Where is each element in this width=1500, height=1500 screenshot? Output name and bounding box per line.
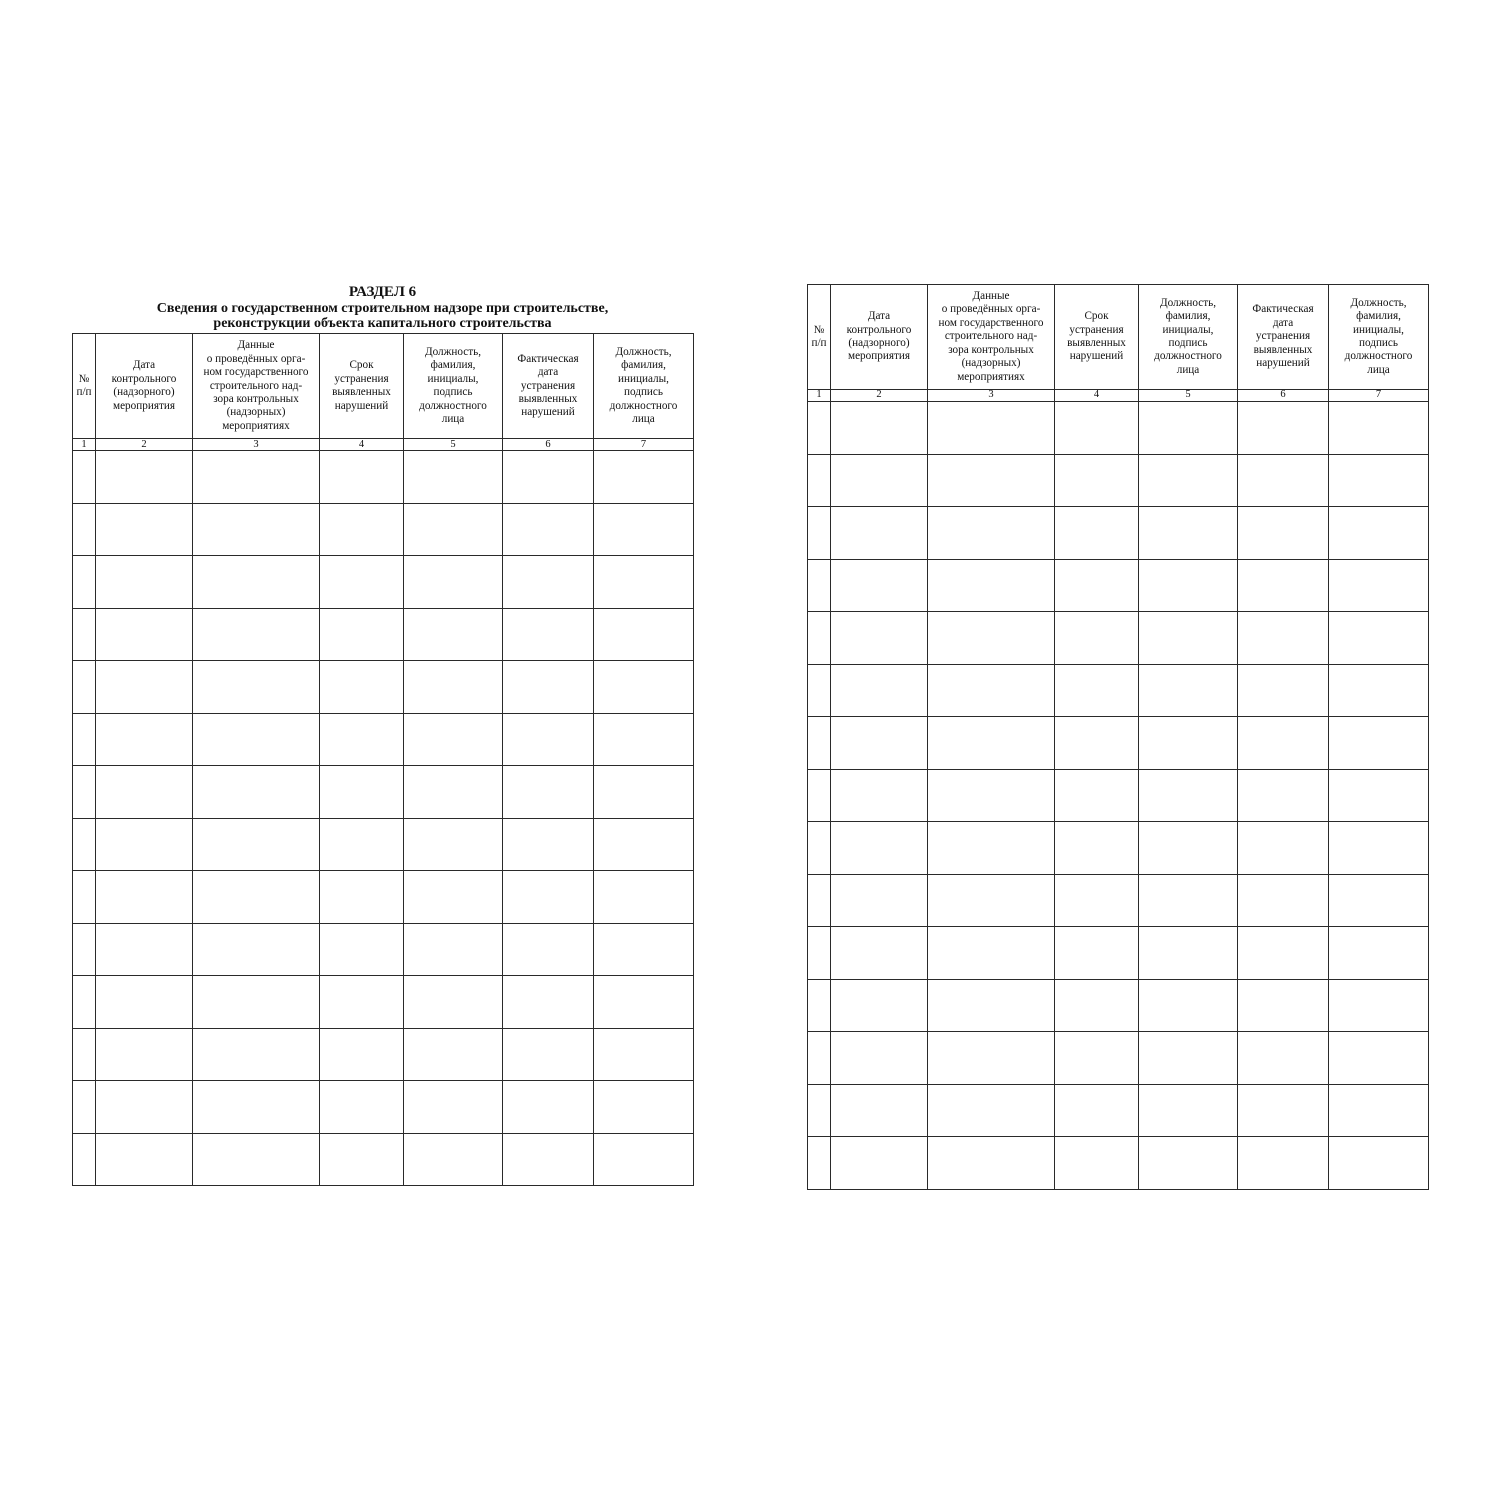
table-row [73,661,694,714]
table-cell [320,1028,404,1081]
table-cell [594,608,694,661]
table-row [73,713,694,766]
table-cell [73,1028,96,1081]
table-cell [193,923,320,976]
table-cell [503,556,594,609]
table-cell [1329,717,1429,770]
header-actual-date: Фактическая дата устранения выявленных нарушений [503,334,594,439]
table-cell [503,1028,594,1081]
table-cell [1329,559,1429,612]
table-cell [928,874,1055,927]
table-cell [404,503,503,556]
table-cell [831,822,928,875]
table-cell [594,871,694,924]
table-cell [808,507,831,560]
table-cell [73,503,96,556]
table-cell [404,661,503,714]
table-row [808,1137,1429,1190]
table-cell [73,1133,96,1186]
table-cell [1238,822,1329,875]
table-row [808,874,1429,927]
table-cell [1055,402,1139,455]
table-cell [1055,1084,1139,1137]
table-cell [193,713,320,766]
table-cell [96,1028,193,1081]
table-cell [320,1081,404,1134]
section-title-line-2: реконструкции объекта капитального строительства [213,315,552,331]
table-cell [808,979,831,1032]
table-cell [1238,454,1329,507]
table-row [808,402,1429,455]
table-cell [96,871,193,924]
table-cell [1055,1032,1139,1085]
table-cell [73,713,96,766]
table-cell [808,769,831,822]
table-cell [1139,402,1238,455]
table-cell [503,661,594,714]
table-cell [73,766,96,819]
table-cell [1055,769,1139,822]
table-cell [928,559,1055,612]
table-cell [193,451,320,504]
table-cell [320,661,404,714]
table-cell [928,454,1055,507]
header-official: Должность, фамилия, инициалы, подпись должностного лица [1139,285,1238,390]
table-cell [320,923,404,976]
table-cell [404,713,503,766]
table-cell [1238,664,1329,717]
table-cell [96,451,193,504]
header-data: Данные о проведённых орга- ном государственного строительного над- зора контрольных (надзорных) мероприятиях [193,334,320,439]
table-cell [320,976,404,1029]
table-cell [1055,507,1139,560]
header-deadline: Срок устранения выявленных нарушений [320,334,404,439]
table-body [73,439,694,1186]
table-cell [503,1081,594,1134]
table-cell [73,923,96,976]
table-row [808,664,1429,717]
table-cell [594,1028,694,1081]
table-cell [503,451,594,504]
table-cell [808,402,831,455]
table-cell [1055,454,1139,507]
header-official-2: Должность, фамилия, инициалы, подпись должностного лица [1329,285,1429,390]
table-cell [594,556,694,609]
table-cell [320,556,404,609]
header-date: Дата контрольного (надзорного) мероприятия [96,334,193,439]
header-actual-date: Фактическая дата устранения выявленных нарушений [1238,285,1329,390]
table-cell [808,822,831,875]
table-cell [808,559,831,612]
table-cell [928,1032,1055,1085]
table-cell [1139,1032,1238,1085]
table-cell [193,1133,320,1186]
header-deadline: Срок устранения выявленных нарушений [1055,285,1139,390]
table-cell [831,979,928,1032]
table-cell [808,927,831,980]
table-cell [808,1032,831,1085]
table-cell [1329,927,1429,980]
column-number: 4 [1055,390,1139,402]
table-cell [73,556,96,609]
table-cell [404,1081,503,1134]
table-cell [1329,1032,1429,1085]
table-cell [1139,822,1238,875]
table-header-row [73,334,694,439]
table-cell [928,664,1055,717]
section-heading [72,284,693,331]
table-cell [1238,1137,1329,1190]
table-cell [404,871,503,924]
table-row [73,608,694,661]
table-cell [594,923,694,976]
table-cell [808,454,831,507]
table-cell [1055,1137,1139,1190]
table-cell [928,1137,1055,1190]
table-cell [928,822,1055,875]
table-row [73,923,694,976]
column-number: 3 [193,439,320,451]
table-cell [1329,769,1429,822]
header-official-2: Должность, фамилия, инициалы, подпись должностного лица [594,334,694,439]
table-cell [1329,822,1429,875]
table-cell [320,608,404,661]
table-cell [1139,769,1238,822]
column-number: 6 [1238,390,1329,402]
column-number: 6 [503,439,594,451]
inspection-table-right [807,284,1429,1190]
table-cell [928,612,1055,665]
table-cell [928,927,1055,980]
table-cell [808,1137,831,1190]
table-cell [594,766,694,819]
table-cell [928,769,1055,822]
table-cell [928,979,1055,1032]
table-cell [831,664,928,717]
section-number: РАЗДЕЛ 6 [348,284,417,300]
table-cell [404,976,503,1029]
table-cell [1055,559,1139,612]
table-cell [503,923,594,976]
table-cell [193,661,320,714]
table-cell [1139,717,1238,770]
table-cell [96,503,193,556]
table-cell [831,927,928,980]
table-cell [503,713,594,766]
table-cell [404,1028,503,1081]
table-row [808,717,1429,770]
table-cell [831,559,928,612]
table-row [73,976,694,1029]
table-cell [1139,1084,1238,1137]
table-cell [96,608,193,661]
table-cell [1238,402,1329,455]
table-cell [193,976,320,1029]
table-cell [1238,717,1329,770]
table-cell [831,874,928,927]
table-cell [808,1084,831,1137]
table-row [808,507,1429,560]
table-cell [1238,1084,1329,1137]
table-cell [73,608,96,661]
table-cell [96,713,193,766]
table-cell [831,402,928,455]
table-cell [96,661,193,714]
table-cell [831,769,928,822]
table-cell [96,1133,193,1186]
column-number: 2 [96,439,193,451]
table-cell [1139,507,1238,560]
table-cell [1329,1137,1429,1190]
column-number-row [808,390,1429,402]
table-cell [96,766,193,819]
table-cell [503,608,594,661]
section-title-line-1: Сведения о государственном строительном надзоре при строительстве, [156,300,609,316]
table-row [808,979,1429,1032]
table-cell [831,507,928,560]
table-row [73,766,694,819]
table-cell [1329,454,1429,507]
table-row [808,1032,1429,1085]
table-cell [1238,769,1329,822]
table-header-row [808,285,1429,390]
table-row [73,1081,694,1134]
table-cell [73,818,96,871]
table-cell [320,818,404,871]
header-date: Дата контрольного (надзорного) мероприятия [831,285,928,390]
table-cell [1329,507,1429,560]
table-cell [1329,664,1429,717]
table-cell [808,717,831,770]
table-cell [831,1084,928,1137]
table-cell [193,1028,320,1081]
table-cell [320,713,404,766]
column-number: 7 [594,439,694,451]
table-cell [1329,979,1429,1032]
table-cell [1329,874,1429,927]
table-cell [73,976,96,1029]
table-row [73,818,694,871]
table-cell [404,766,503,819]
header-official: Должность, фамилия, инициалы, подпись должностного лица [404,334,503,439]
table-cell [404,451,503,504]
column-number-row [73,439,694,451]
table-cell [928,507,1055,560]
column-number: 5 [404,439,503,451]
table-cell [73,1081,96,1134]
table-cell [1139,664,1238,717]
table-cell [1238,559,1329,612]
table-row [808,822,1429,875]
table-cell [594,503,694,556]
table-row [808,1084,1429,1137]
table-cell [193,556,320,609]
table-cell [1329,1084,1429,1137]
column-number: 7 [1329,390,1429,402]
table-cell [193,1081,320,1134]
table-cell [1238,507,1329,560]
table-cell [503,871,594,924]
table-cell [320,1133,404,1186]
table-row [808,454,1429,507]
table-cell [96,556,193,609]
table-cell [503,976,594,1029]
table-cell [96,1081,193,1134]
table-cell [1238,979,1329,1032]
table-cell [1139,1137,1238,1190]
table-row [73,1028,694,1081]
table-cell [1055,612,1139,665]
table-cell [831,717,928,770]
header-number: № п/п [73,334,96,439]
table-cell [831,1137,928,1190]
right-page [807,284,1428,1190]
table-cell [320,871,404,924]
table-cell [594,661,694,714]
table-cell [1139,454,1238,507]
table-row [808,559,1429,612]
table-cell [404,1133,503,1186]
table-cell [73,451,96,504]
table-cell [96,976,193,1029]
table-cell [594,818,694,871]
table-cell [193,818,320,871]
column-number: 2 [831,390,928,402]
table-cell [594,976,694,1029]
table-cell [503,503,594,556]
table-row [73,871,694,924]
table-cell [1055,822,1139,875]
table-cell [1139,927,1238,980]
table-cell [193,766,320,819]
column-number: 4 [320,439,404,451]
inspection-table-left [72,333,694,1186]
table-cell [404,923,503,976]
table-cell [928,1084,1055,1137]
table-cell [594,1081,694,1134]
column-number: 1 [808,390,831,402]
table-cell [1139,874,1238,927]
table-row [73,451,694,504]
table-cell [503,766,594,819]
table-cell [831,1032,928,1085]
column-number: 5 [1139,390,1238,402]
table-row [808,612,1429,665]
table-cell [1139,559,1238,612]
table-cell [808,664,831,717]
table-cell [1329,402,1429,455]
table-cell [1139,612,1238,665]
table-cell [503,818,594,871]
table-cell [1238,1032,1329,1085]
header-data: Данные о проведённых орга- ном государственного строительного над- зора контрольных (надзорных) мероприятиях [928,285,1055,390]
table-row [73,503,694,556]
table-cell [1238,874,1329,927]
table-cell [928,402,1055,455]
table-cell [808,874,831,927]
table-cell [831,454,928,507]
table-cell [73,661,96,714]
table-cell [320,451,404,504]
table-cell [193,608,320,661]
table-cell [404,556,503,609]
column-number: 1 [73,439,96,451]
table-row [73,556,694,609]
table-cell [96,923,193,976]
table-row [808,927,1429,980]
table-row [808,769,1429,822]
table-cell [1055,717,1139,770]
table-cell [1139,979,1238,1032]
header-number: № п/п [808,285,831,390]
table-cell [320,503,404,556]
table-cell [594,451,694,504]
table-body [808,390,1429,1190]
table-cell [1055,664,1139,717]
table-cell [1329,612,1429,665]
table-cell [193,871,320,924]
table-cell [594,1133,694,1186]
table-cell [594,713,694,766]
table-cell [193,503,320,556]
table-cell [1238,927,1329,980]
table-cell [928,717,1055,770]
table-cell [404,608,503,661]
table-cell [1055,979,1139,1032]
left-page [72,284,693,1186]
table-cell [96,818,193,871]
table-cell [808,612,831,665]
table-cell [1055,874,1139,927]
table-cell [73,871,96,924]
table-cell [831,612,928,665]
table-cell [1238,612,1329,665]
table-cell [320,766,404,819]
table-cell [1055,927,1139,980]
table-cell [404,818,503,871]
column-number: 3 [928,390,1055,402]
table-row [73,1133,694,1186]
table-cell [503,1133,594,1186]
